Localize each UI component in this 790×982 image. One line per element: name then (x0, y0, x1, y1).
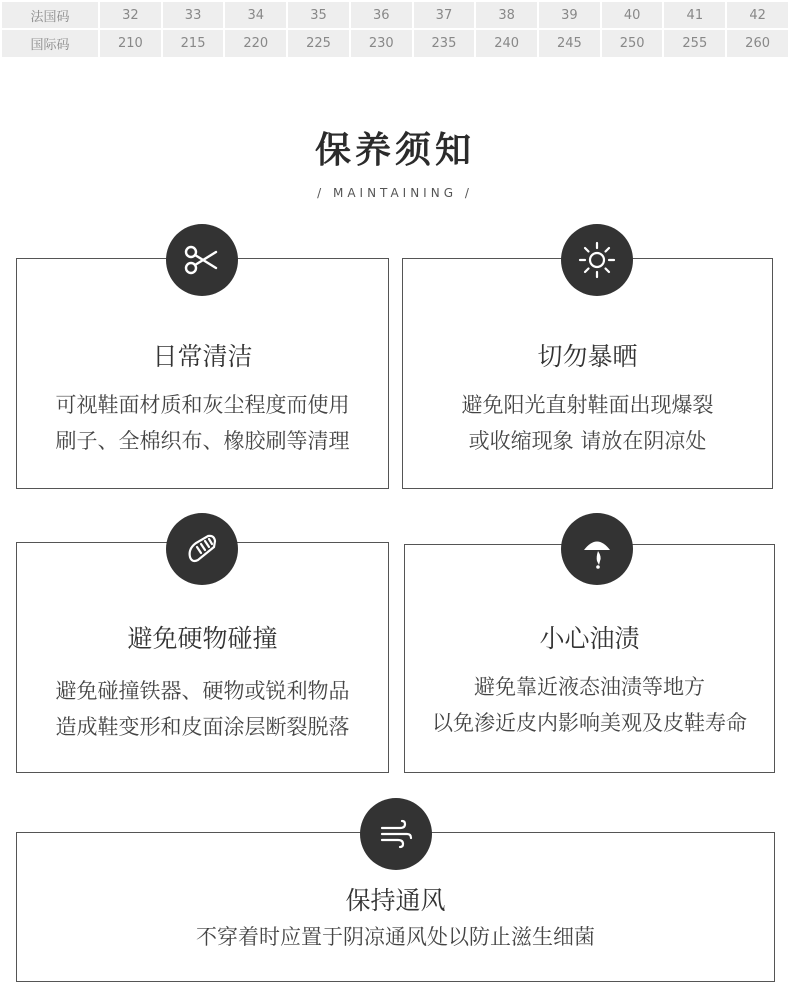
card-line: 可视鞋面材质和灰尘程度而使用 (55, 393, 350, 417)
scissors-icon (166, 224, 238, 296)
card-line: 避免靠近液态油渍等地方 (474, 675, 705, 699)
card-line: 以免渗近皮内影响美观及皮鞋寿命 (432, 711, 747, 735)
card-description (405, 669, 774, 741)
card-line: 造成鞋变形和皮面涂层断裂脱落 (55, 715, 350, 739)
size-cell: 42 (727, 2, 788, 28)
size-cell: 34 (225, 2, 286, 28)
size-cell: 210 (100, 30, 161, 57)
size-row-label: 国际码 (2, 30, 98, 57)
size-cell: 215 (163, 30, 224, 57)
size-cell: 255 (664, 30, 725, 57)
card-line: 刷子、全棉织布、橡胶刷等清理 (55, 429, 350, 453)
size-cell: 220 (225, 30, 286, 57)
size-cell: 39 (539, 2, 600, 28)
card-description (17, 919, 774, 955)
size-row-label: 法国码 (2, 2, 98, 28)
size-cell: 260 (727, 30, 788, 57)
card-description (403, 387, 772, 459)
size-cell: 40 (602, 2, 663, 28)
card-description (17, 673, 388, 745)
sun-icon (561, 224, 633, 296)
oil-drop-icon (561, 513, 633, 585)
size-table (0, 0, 790, 59)
section-title: 保养须知 (314, 130, 475, 171)
brush-icon (166, 513, 238, 585)
size-cell: 250 (602, 30, 663, 57)
card-title: 日常清洁 (152, 342, 253, 371)
size-cell: 245 (539, 30, 600, 57)
size-cell: 32 (100, 2, 161, 28)
card-title: 避免硬物碰撞 (127, 624, 278, 653)
card-title: 保持通风 (345, 886, 446, 915)
size-cell: 235 (414, 30, 475, 57)
size-cell: 225 (288, 30, 349, 57)
size-cell: 240 (476, 30, 537, 57)
size-cell: 230 (351, 30, 412, 57)
size-cell: 38 (476, 2, 537, 28)
size-row-international (2, 30, 788, 57)
card-title: 小心油渍 (539, 624, 640, 653)
size-cell: 37 (414, 2, 475, 28)
size-cell: 33 (163, 2, 224, 28)
card-line: 或收缩现象 请放在阴凉处 (468, 429, 707, 453)
card-title: 切勿暴晒 (537, 342, 638, 371)
card-line: 不穿着时应置于阴凉通风处以防止滋生细菌 (196, 925, 595, 949)
size-row-french (2, 2, 788, 28)
card-line: 避免碰撞铁器、硬物或锐利物品 (55, 679, 350, 703)
size-cell: 35 (288, 2, 349, 28)
section-subtitle: / MAINTAINING / (317, 186, 473, 200)
size-cell: 41 (664, 2, 725, 28)
size-cell: 36 (351, 2, 412, 28)
card-line: 避免阳光直射鞋面出现爆裂 (461, 393, 714, 417)
card-description (17, 387, 388, 459)
wind-icon (360, 798, 432, 870)
